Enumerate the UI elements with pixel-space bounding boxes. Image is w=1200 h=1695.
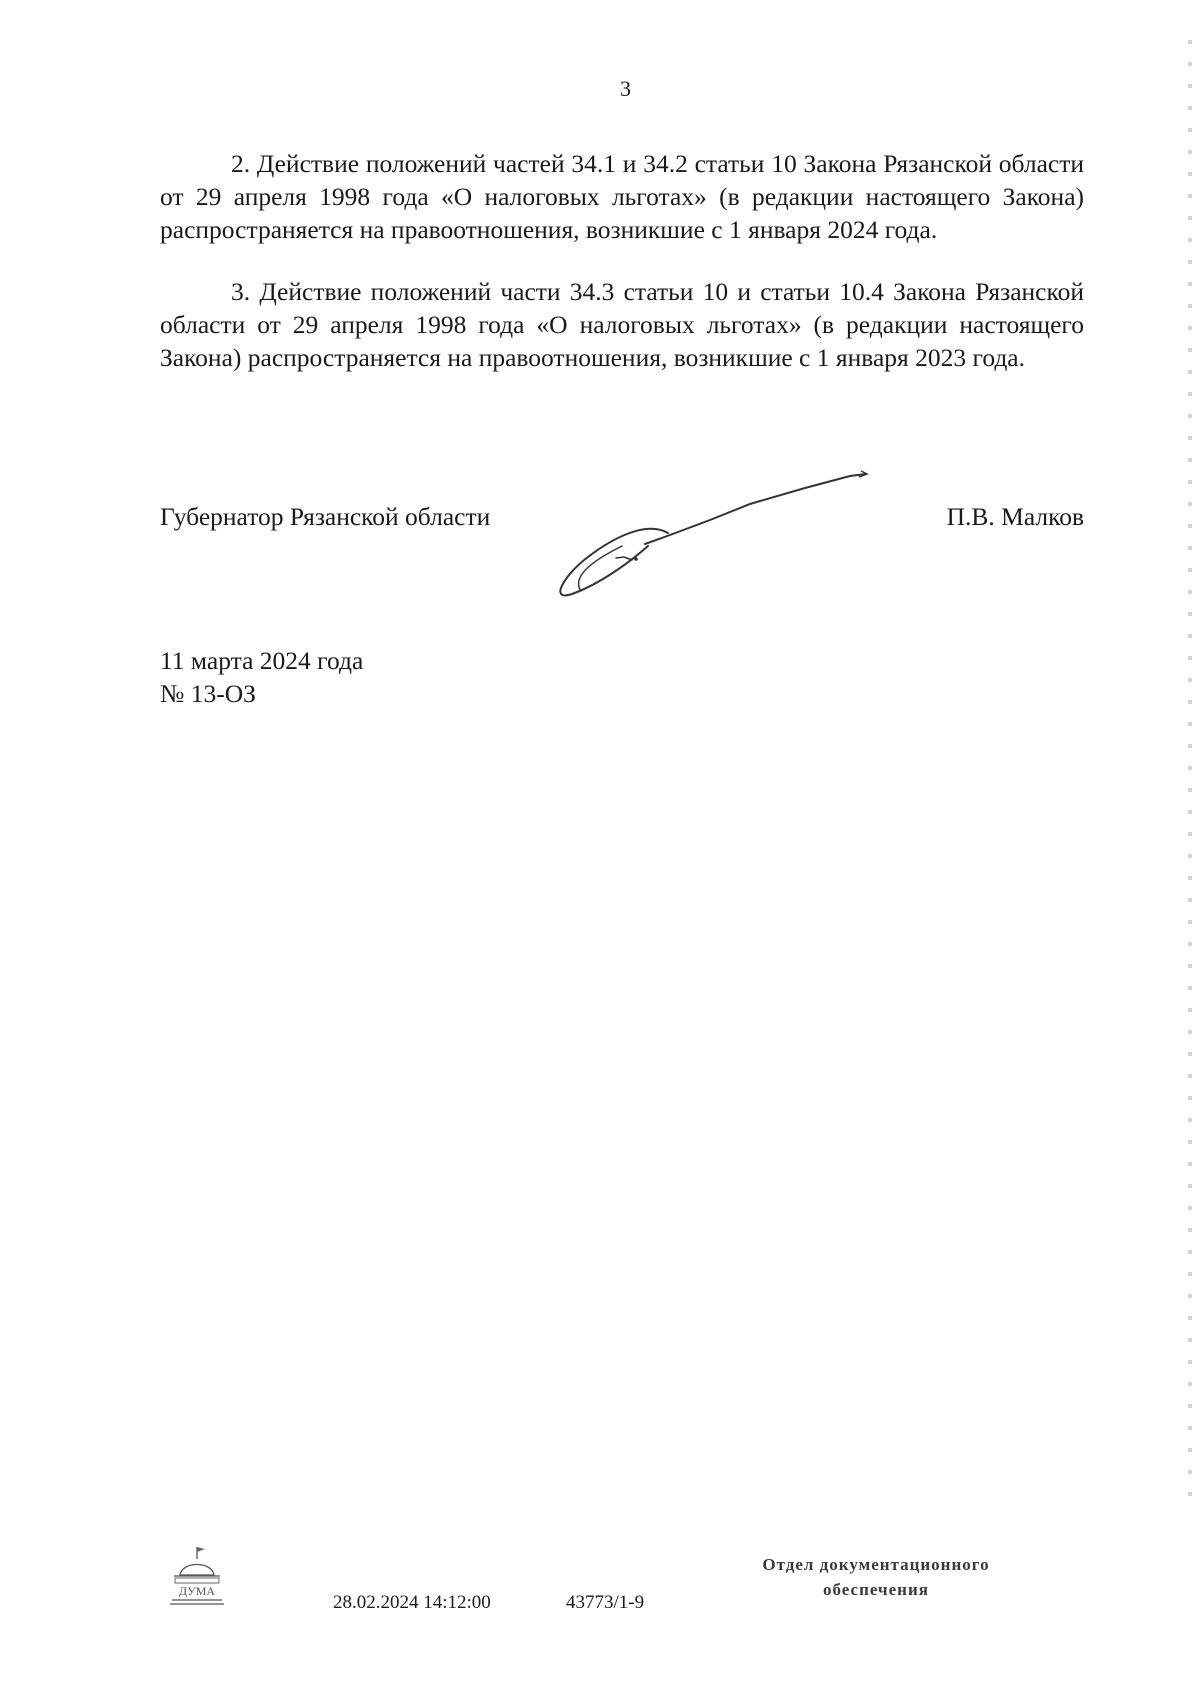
department-stamp-line2: обеспечения <box>823 1580 929 1599</box>
document-number: № 13-ОЗ <box>160 679 256 708</box>
duma-logo-text: ДУМА <box>178 1584 216 1598</box>
signer-name: П.В. Малков <box>946 502 1084 531</box>
scan-edge-marks <box>1188 40 1192 1500</box>
stamp-datetime: 28.02.2024 14:12:00 <box>333 1592 491 1613</box>
stamp-registration-number: 43773/1-9 <box>566 1592 645 1613</box>
paragraph-2: 2. Действие положений частей 34.1 и 34.2 статьи 10 Закона Рязанской области от 29 апреля 1998 года «О налоговых льготах» (в редакции настоящего Закона) распространяется на правоотношения, возникшие с 1 января 2024 года. <box>160 149 1084 244</box>
signature-image <box>550 462 900 622</box>
department-stamp <box>726 1552 1026 1602</box>
duma-logo <box>168 1545 226 1607</box>
department-stamp-line1: Отдел документационного <box>762 1555 990 1574</box>
paragraph-3: 3. Действие положений части 34.3 статьи 10 и статьи 10.4 Закона Рязанской области от 29 апреля 1998 года «О налоговых льготах» (в редакции настоящего Закона) распространяется на правоотношения, возникшие с 1 января 2023 года. <box>160 277 1084 372</box>
signer-title: Губернатор Рязанской области <box>160 502 491 531</box>
document-date: 11 марта 2024 года <box>160 646 364 675</box>
page-number: 3 <box>620 76 631 101</box>
